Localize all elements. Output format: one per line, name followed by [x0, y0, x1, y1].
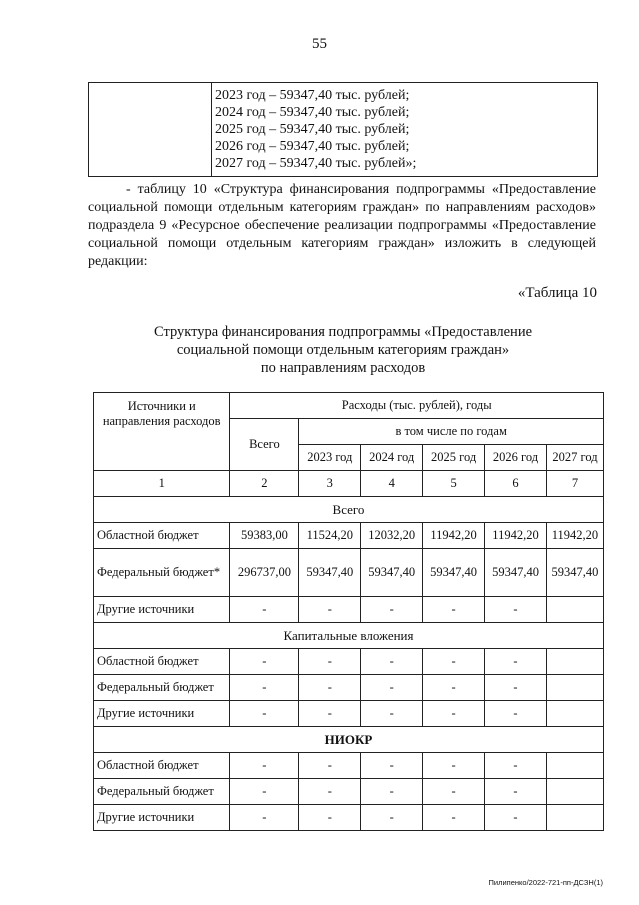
cell-2026: - — [485, 701, 547, 727]
section-row — [94, 497, 604, 523]
paragraph-text: - таблицу 10 «Структура финансирования подпрограммы «Предоставление социальной помощи отдельным категориям граждан» по направлениям расходов» подраздела 9 «Ресурсное обеспечение реализации подпрограммы «Предоставление социальной помощи отдельным категориям граждан» изложить в следующей редакции: — [88, 182, 596, 269]
cell-2027 — [546, 805, 603, 831]
cell-2026: - — [485, 597, 547, 623]
cell-2024: - — [361, 701, 423, 727]
cell-2026: - — [485, 649, 547, 675]
cell-total: - — [230, 779, 299, 805]
row-source: Федеральный бюджет — [94, 675, 230, 701]
table-row — [94, 549, 604, 597]
header-source: Источники и направления расходов — [94, 393, 230, 471]
row-source: Федеральный бюджет — [94, 779, 230, 805]
cell-2024: - — [361, 779, 423, 805]
amendment-paragraph — [88, 181, 596, 271]
table-title-line: по направлениям расходов — [260, 360, 426, 376]
cell-2025: - — [423, 649, 485, 675]
funding-line: 2027 год – 59347,40 тыс. рублей»; — [215, 156, 417, 171]
table-title-line: Структура финансирования подпрограммы «Предоставление — [153, 324, 533, 340]
cell-2026: - — [485, 779, 547, 805]
cell-2026: - — [485, 753, 547, 779]
cell-total: - — [230, 597, 299, 623]
section-row — [94, 727, 604, 753]
cell-2025: - — [423, 675, 485, 701]
funding-line: 2024 год – 59347,40 тыс. рублей; — [215, 105, 410, 120]
cell-total: 296737,00 — [230, 549, 299, 597]
cell-2025: - — [423, 805, 485, 831]
cell-2023: 59347,40 — [299, 549, 361, 597]
column-number: 2 — [230, 471, 299, 497]
column-number: 5 — [423, 471, 485, 497]
table-row — [94, 753, 604, 779]
cell-2025: - — [423, 753, 485, 779]
row-source: Областной бюджет — [94, 649, 230, 675]
header-year: 2025 год — [423, 445, 485, 471]
header-row — [94, 393, 604, 419]
cell-2023: - — [299, 701, 361, 727]
cell-total: - — [230, 753, 299, 779]
cell-2026: 59347,40 — [485, 549, 547, 597]
cell-2025: - — [423, 701, 485, 727]
funding-continuation-table — [88, 82, 598, 177]
table-row — [94, 523, 604, 549]
row-source: Другие источники — [94, 701, 230, 727]
cell-2024: - — [361, 649, 423, 675]
funding-line: 2026 год – 59347,40 тыс. рублей; — [215, 139, 410, 154]
column-number: 1 — [94, 471, 230, 497]
cell-2023: - — [299, 597, 361, 623]
column-number: 4 — [361, 471, 423, 497]
cell-2025: - — [423, 597, 485, 623]
header-by-years: в том числе по годам — [299, 419, 604, 445]
row-source: Федеральный бюджет* — [94, 549, 230, 597]
cell-total: - — [230, 701, 299, 727]
financing-table — [93, 392, 604, 831]
cell-2025: 11942,20 — [423, 523, 485, 549]
row-source: Областной бюджет — [94, 753, 230, 779]
cell-2027 — [546, 649, 603, 675]
cell-2023: - — [299, 675, 361, 701]
table-row — [94, 597, 604, 623]
cell-2027 — [546, 779, 603, 805]
cell-2026: 11942,20 — [485, 523, 547, 549]
cell-2024: 59347,40 — [361, 549, 423, 597]
cell-2027 — [546, 701, 603, 727]
cell-2027 — [546, 753, 603, 779]
table-row — [94, 779, 604, 805]
cell-2023: - — [299, 805, 361, 831]
row-source: Другие источники — [94, 805, 230, 831]
cell-total: 59383,00 — [230, 523, 299, 549]
empty-cell — [89, 83, 212, 177]
section-title: НИОКР — [94, 727, 604, 753]
document-footer-code: Пилипенко/2022-721-пп-ДСЗН(1) — [488, 878, 603, 887]
cell-2027 — [546, 675, 603, 701]
section-title: Капитальные вложения — [94, 623, 604, 649]
funding-line: 2023 год – 59347,40 тыс. рублей; — [215, 88, 410, 103]
row-source: Другие источники — [94, 597, 230, 623]
cell-2024: - — [361, 675, 423, 701]
table-title-line: социальной помощи отдельным категориям граждан» — [176, 342, 510, 358]
section-title: Всего — [94, 497, 604, 523]
header-expenses: Расходы (тыс. рублей), годы — [230, 393, 604, 419]
row-source: Областной бюджет — [94, 523, 230, 549]
cell-2024: 12032,20 — [361, 523, 423, 549]
cell-2026: - — [485, 805, 547, 831]
cell-2027 — [546, 597, 603, 623]
page-number: 55 — [312, 36, 327, 52]
table-row — [94, 675, 604, 701]
cell-2023: - — [299, 753, 361, 779]
cell-2027: 11942,20 — [546, 523, 603, 549]
cell-total: - — [230, 805, 299, 831]
cell-2027: 59347,40 — [546, 549, 603, 597]
header-year: 2027 год — [546, 445, 603, 471]
table-row — [94, 701, 604, 727]
section-row — [94, 623, 604, 649]
header-year: 2024 год — [361, 445, 423, 471]
table-row — [94, 649, 604, 675]
header-year: 2023 год — [299, 445, 361, 471]
cell-2024: - — [361, 805, 423, 831]
cell-2025: 59347,40 — [423, 549, 485, 597]
cell-2023: - — [299, 649, 361, 675]
cell-2025: - — [423, 779, 485, 805]
table-title — [88, 323, 598, 377]
cell-total: - — [230, 675, 299, 701]
cell-2023: 11524,20 — [299, 523, 361, 549]
column-number: 7 — [546, 471, 603, 497]
cell-total: - — [230, 649, 299, 675]
cell-2024: - — [361, 753, 423, 779]
table-row — [94, 805, 604, 831]
funding-by-year-cell — [212, 83, 598, 177]
column-numbers-row — [94, 471, 604, 497]
header-year: 2026 год — [485, 445, 547, 471]
funding-line: 2025 год – 59347,40 тыс. рублей; — [215, 122, 410, 137]
cell-2026: - — [485, 675, 547, 701]
header-total: Всего — [230, 419, 299, 471]
column-number: 6 — [485, 471, 547, 497]
table-label: «Таблица 10 — [517, 285, 597, 301]
cell-2023: - — [299, 779, 361, 805]
cell-2024: - — [361, 597, 423, 623]
column-number: 3 — [299, 471, 361, 497]
